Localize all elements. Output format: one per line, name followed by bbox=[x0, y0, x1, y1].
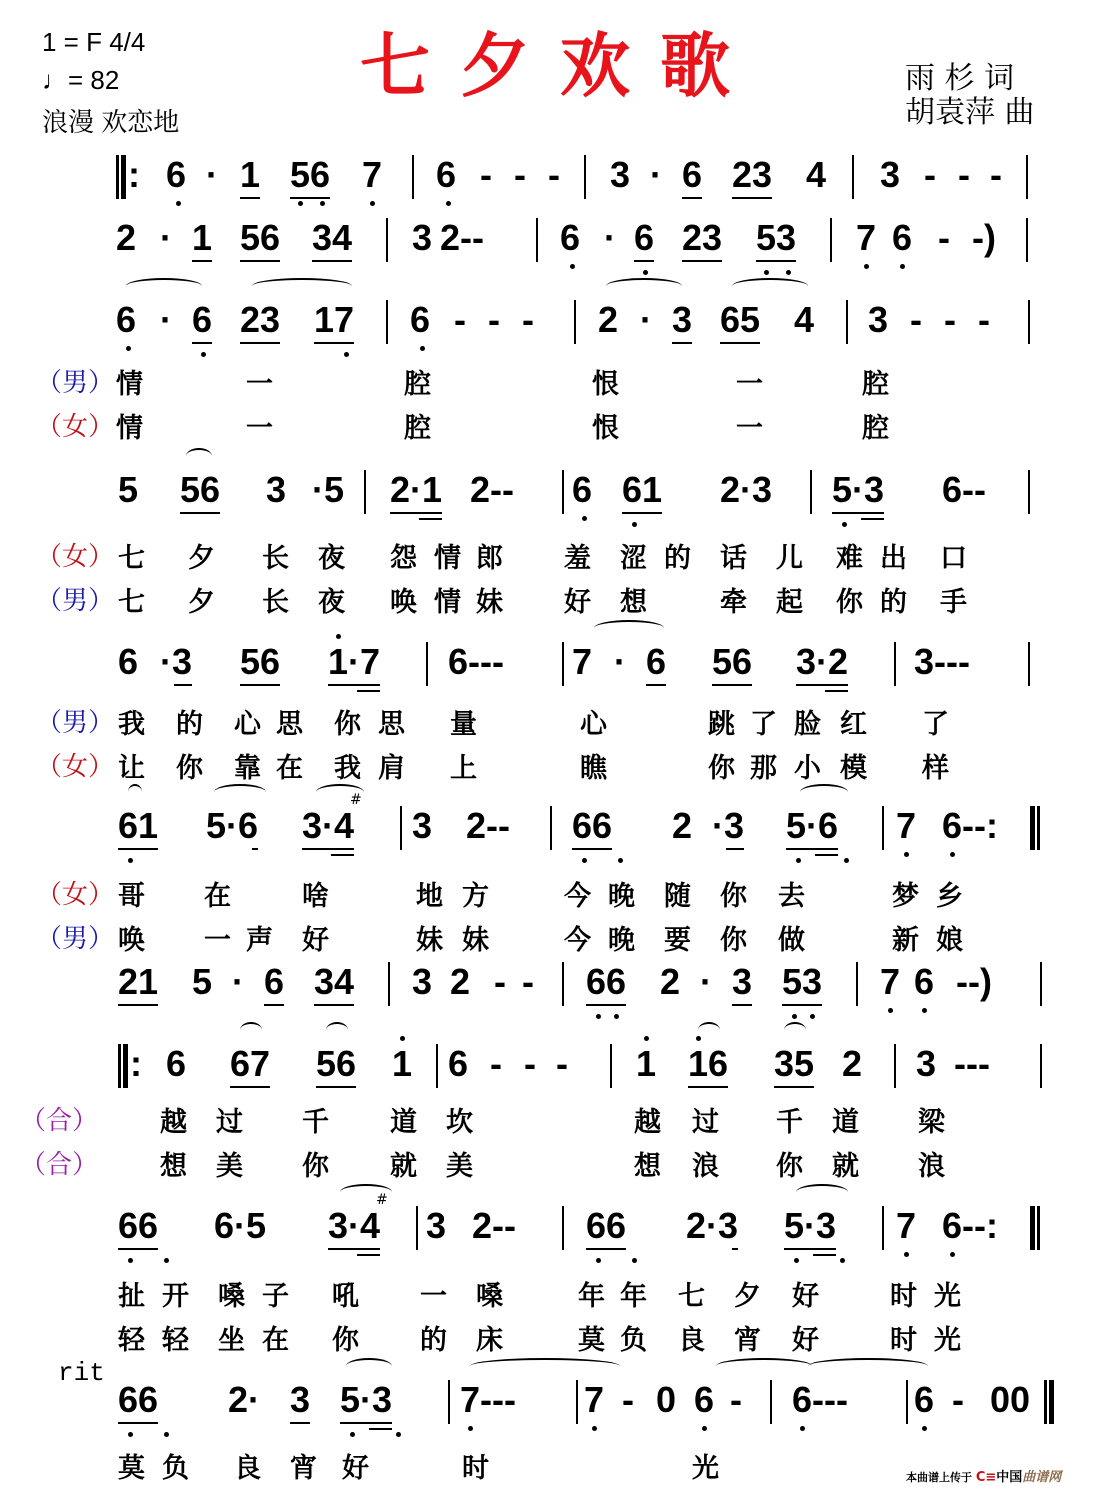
note: 66 bbox=[118, 1206, 158, 1246]
slur bbox=[128, 784, 142, 800]
note: 3 bbox=[868, 299, 889, 340]
barline bbox=[1040, 1044, 1042, 1088]
score-line-4 bbox=[0, 470, 1098, 540]
dot: · bbox=[640, 299, 652, 340]
note: 7 bbox=[896, 806, 916, 846]
rest: 00 bbox=[990, 1379, 1031, 1420]
barline bbox=[894, 1044, 896, 1088]
dot: · bbox=[160, 299, 172, 340]
note: 6 bbox=[118, 641, 139, 682]
lyrics-male-4: （男） 唤 一 声 好 妹 妹 今 晚 要 你 做 新 娘 bbox=[0, 918, 1098, 958]
score-line-7 bbox=[0, 962, 1098, 1032]
barline bbox=[364, 470, 366, 514]
dash: - bbox=[524, 1043, 536, 1084]
slur bbox=[784, 1022, 806, 1038]
role-label-female: （女） bbox=[36, 542, 115, 572]
slur bbox=[252, 278, 352, 294]
note: 6 bbox=[264, 962, 284, 1002]
dash: - bbox=[522, 961, 534, 1002]
lyrics-line-6b: 轻 轻 坐 在 你 的 床 莫 负 良 宵 好 时 光 bbox=[118, 1325, 961, 1356]
note: 6 bbox=[914, 962, 934, 1002]
note: 3 bbox=[412, 805, 433, 846]
dash: - bbox=[494, 961, 506, 1002]
slur bbox=[186, 448, 212, 464]
note: 6·5 bbox=[214, 1205, 267, 1246]
note: 5·6 bbox=[206, 806, 258, 846]
note: 66 bbox=[586, 962, 626, 1002]
note: 3·2 bbox=[796, 642, 848, 682]
barline bbox=[412, 155, 414, 199]
note: 7 bbox=[572, 641, 593, 682]
barline bbox=[436, 1044, 438, 1088]
slur bbox=[346, 1358, 392, 1374]
note: 3 bbox=[732, 962, 752, 1002]
note: 3 bbox=[266, 469, 287, 510]
song-title: 七夕欢歌 bbox=[360, 25, 760, 107]
dash: - bbox=[548, 154, 560, 195]
barline bbox=[536, 218, 538, 262]
role-label-male: （男） bbox=[36, 586, 115, 616]
upload-credit bbox=[906, 1466, 1061, 1485]
barline bbox=[1026, 155, 1028, 199]
note: 35 bbox=[774, 1044, 814, 1084]
barline bbox=[386, 218, 388, 262]
repeat-end-barline bbox=[1030, 1206, 1040, 1250]
note: 6 bbox=[682, 155, 702, 195]
role-label-male: （男） bbox=[36, 368, 115, 398]
role-label-female: （女） bbox=[36, 412, 115, 442]
note: 2·3 bbox=[720, 469, 773, 510]
site-logo-text-2: 曲谱网 bbox=[1022, 1470, 1062, 1485]
dot: · bbox=[614, 641, 626, 682]
lyrics-female-4: （女） 哥 在 啥 地 方 今 晚 随 你 去 梦 乡 bbox=[0, 874, 1098, 914]
note: 2 bbox=[842, 1043, 863, 1084]
note: 6 bbox=[448, 1043, 469, 1084]
note: 6--- bbox=[448, 641, 504, 682]
barline bbox=[562, 962, 564, 1006]
barline bbox=[562, 470, 564, 514]
note: 6 bbox=[116, 300, 136, 340]
note: 3 bbox=[426, 1205, 447, 1246]
repeat-colon: : bbox=[130, 1043, 142, 1084]
note: 66 bbox=[118, 1380, 158, 1420]
note: 1·7 bbox=[328, 642, 380, 682]
note: 3 bbox=[610, 154, 631, 195]
role-label-female: （女） bbox=[36, 752, 115, 782]
note: 4 bbox=[794, 299, 815, 340]
note: 7 bbox=[856, 218, 876, 258]
slur bbox=[698, 1022, 720, 1038]
note: 5 bbox=[192, 961, 213, 1002]
key-signature: 1 = F 4/4 bbox=[42, 27, 146, 57]
note: 6 bbox=[436, 155, 456, 195]
note: 2-- bbox=[466, 805, 510, 846]
barline bbox=[1028, 470, 1030, 514]
note: 5·6 bbox=[786, 806, 838, 846]
dash: - bbox=[522, 299, 534, 340]
site-logo-text: 中国 bbox=[996, 1470, 1023, 1485]
note: 2-- bbox=[470, 469, 514, 510]
repeat-end-barline bbox=[1030, 806, 1040, 850]
note: 6--- bbox=[792, 1380, 848, 1420]
role-label-female: （女） bbox=[36, 880, 115, 910]
note: 23 bbox=[732, 155, 772, 195]
dash: - bbox=[952, 1379, 964, 1420]
final-barline bbox=[1044, 1380, 1054, 1424]
lyrics-female-1: （女） 情 一 腔 恨 一 腔 bbox=[0, 406, 1098, 446]
note: 53 bbox=[782, 962, 822, 1002]
note: 2-- bbox=[472, 1205, 516, 1246]
note: 6 bbox=[572, 470, 592, 510]
slur bbox=[606, 278, 682, 294]
lyrics-line-6a: 扯 开 嗓 子 吼 一 嗓 年 年 七 夕 好 时 光 bbox=[118, 1281, 961, 1312]
note: 16 bbox=[688, 1044, 728, 1084]
note: 2 bbox=[660, 961, 681, 1002]
slur bbox=[594, 620, 664, 636]
lyrics-male-3: （男） 我 的 心 思 你 思 量 心 跳 了 脸 红 了 bbox=[0, 702, 1098, 742]
note: 67 bbox=[230, 1044, 270, 1084]
note: 23 bbox=[240, 300, 280, 340]
upload-credit-text: 本曲谱上传于 bbox=[906, 1471, 972, 1484]
note: 2 bbox=[672, 805, 693, 846]
note: 66 bbox=[586, 1206, 626, 1246]
sharp-accidental: # bbox=[350, 792, 362, 808]
dot: · bbox=[206, 154, 218, 195]
note: 65 bbox=[720, 300, 760, 340]
note: 56 bbox=[316, 1044, 356, 1084]
note: 3 bbox=[412, 961, 433, 1002]
barline bbox=[906, 1380, 908, 1424]
note: 5·3 bbox=[784, 1206, 836, 1246]
note: 21 bbox=[118, 962, 158, 1002]
dot: · bbox=[232, 961, 244, 1002]
barline bbox=[448, 1380, 450, 1424]
barline bbox=[426, 642, 428, 686]
barline bbox=[882, 1206, 884, 1250]
note: 34 bbox=[312, 218, 352, 258]
dash: - bbox=[488, 299, 500, 340]
score-line-6 bbox=[0, 792, 1098, 876]
note: 3 bbox=[672, 300, 692, 340]
note: 66 bbox=[572, 806, 612, 846]
barline bbox=[882, 806, 884, 850]
role-label-chorus: （合） bbox=[20, 1106, 99, 1136]
sharp-accidental: # bbox=[376, 1192, 388, 1208]
lyrics-female-3: （女） 让 你 靠 在 我 肩 上 瞧 你 那 小 模 样 bbox=[0, 746, 1098, 786]
note: 56 bbox=[712, 642, 752, 682]
note: 1 bbox=[240, 155, 260, 195]
note: 4 bbox=[806, 154, 827, 195]
dot: · bbox=[650, 154, 662, 195]
dash: -) bbox=[972, 217, 996, 258]
note: 7 bbox=[584, 1380, 604, 1420]
note: 6 bbox=[192, 300, 212, 340]
lyricist-credit: 雨 杉 词 bbox=[905, 61, 1015, 96]
repeat-start-barline bbox=[118, 1044, 128, 1088]
note: 2 bbox=[116, 217, 137, 258]
note: 2 bbox=[598, 299, 619, 340]
note: 6 bbox=[634, 218, 654, 258]
barline bbox=[584, 155, 586, 199]
dash: - bbox=[944, 299, 956, 340]
note: 6 bbox=[646, 642, 666, 682]
note: 7 bbox=[896, 1206, 916, 1246]
slur bbox=[732, 278, 808, 294]
score-line-3 bbox=[0, 300, 1098, 370]
tie bbox=[716, 1358, 812, 1374]
note: 3 bbox=[290, 1380, 310, 1420]
note: 56 bbox=[240, 642, 280, 682]
note: 1 bbox=[392, 1044, 412, 1084]
tie bbox=[808, 1358, 928, 1374]
dash: - bbox=[910, 299, 922, 340]
note: 2·1 bbox=[390, 470, 442, 510]
dash: - bbox=[454, 299, 466, 340]
dash: - bbox=[978, 299, 990, 340]
expression-marking: 浪漫 欢恋地 bbox=[42, 107, 180, 137]
note: 3 bbox=[880, 154, 901, 195]
site-logo-icon: C≡ bbox=[975, 1470, 997, 1485]
dash: - bbox=[990, 154, 1002, 195]
dash: --- bbox=[954, 1043, 990, 1084]
score-line-10 bbox=[0, 1380, 1098, 1450]
note: 1 bbox=[192, 218, 212, 258]
barline bbox=[562, 642, 564, 686]
lyrics-male-2: （男） 七 夕 长 夜 唤 情 妹 好 想 牵 起 你 的 手 bbox=[0, 580, 1098, 620]
note: 2· bbox=[228, 1379, 261, 1420]
note: 6 bbox=[166, 1043, 187, 1084]
barline bbox=[852, 155, 854, 199]
slur bbox=[240, 1022, 262, 1038]
dash: - bbox=[480, 154, 492, 195]
note: 6 bbox=[914, 1380, 934, 1420]
note: 53 bbox=[756, 218, 796, 258]
barline bbox=[1028, 642, 1030, 686]
lyrics-female-2: （女） 七 夕 长 夜 怨 情 郎 羞 涩 的 话 儿 难 出 口 bbox=[0, 536, 1098, 576]
dash: - bbox=[514, 154, 526, 195]
barline bbox=[574, 300, 576, 344]
rest: 0 bbox=[656, 1379, 677, 1420]
barline bbox=[1040, 962, 1042, 1006]
dot: · bbox=[160, 217, 172, 258]
repeat-start-barline bbox=[116, 155, 126, 199]
note: 56 bbox=[240, 218, 280, 258]
note: ·3 bbox=[160, 642, 192, 682]
note: 1 bbox=[636, 1044, 656, 1084]
barline bbox=[846, 300, 848, 344]
note: 7--- bbox=[460, 1380, 516, 1420]
role-label-male: （男） bbox=[36, 708, 115, 738]
note: 6--: bbox=[942, 806, 998, 846]
role-label-chorus: （合） bbox=[20, 1150, 99, 1180]
note: 23 bbox=[682, 218, 722, 258]
tempo-marking: ♩= 82 bbox=[42, 65, 120, 95]
dot: · bbox=[700, 961, 712, 1002]
note: 6 bbox=[694, 1380, 714, 1420]
note: 56 bbox=[290, 155, 330, 195]
note: ·5 bbox=[312, 469, 345, 510]
barline bbox=[1026, 218, 1028, 262]
note: 6 bbox=[410, 300, 430, 340]
dash: - bbox=[490, 1043, 502, 1084]
slur bbox=[126, 278, 202, 294]
note: 7 bbox=[880, 962, 900, 1002]
slur bbox=[800, 784, 848, 800]
dash: - bbox=[622, 1379, 634, 1420]
barline bbox=[770, 1380, 772, 1424]
barline bbox=[830, 218, 832, 262]
note: 56 bbox=[180, 470, 220, 510]
slur bbox=[214, 784, 266, 800]
ritardando-marking: rit bbox=[58, 1358, 105, 1388]
barline bbox=[416, 1206, 418, 1250]
score-line-9 bbox=[0, 1192, 1098, 1276]
barline bbox=[610, 1044, 612, 1088]
dot: · bbox=[604, 217, 616, 258]
slur bbox=[326, 1022, 348, 1038]
lyrics-chorus-b: （合） 想 美 你 就 美 想 浪 你 就 浪 bbox=[0, 1144, 1098, 1184]
note: 2-- bbox=[440, 217, 484, 258]
dash: - bbox=[730, 1379, 742, 1420]
barline bbox=[856, 962, 858, 1006]
score-line-1 bbox=[0, 155, 1098, 225]
dash: - bbox=[556, 1043, 568, 1084]
barline bbox=[810, 470, 812, 514]
lyrics-male-1: （男） 情 一 腔 恨 一 腔 bbox=[0, 362, 1098, 402]
dash: - bbox=[958, 154, 970, 195]
note: 3 bbox=[412, 217, 433, 258]
barline bbox=[894, 642, 896, 686]
barline bbox=[1028, 300, 1030, 344]
note: 61 bbox=[622, 470, 662, 510]
note: 5·3 bbox=[340, 1380, 392, 1420]
tie bbox=[470, 1358, 620, 1374]
role-label-male: （男） bbox=[36, 924, 115, 954]
composer-credit: 胡袁萍 曲 bbox=[905, 95, 1035, 130]
barline bbox=[388, 962, 390, 1006]
slur bbox=[796, 1184, 848, 1200]
note: 6 bbox=[166, 155, 186, 195]
note: 17 bbox=[314, 300, 354, 340]
dash: - bbox=[924, 154, 936, 195]
note: 3--- bbox=[914, 641, 970, 682]
note: 2·3 bbox=[686, 1206, 738, 1246]
note: 34 bbox=[314, 962, 354, 1002]
barline bbox=[576, 1380, 578, 1424]
dash: --) bbox=[956, 961, 992, 1002]
note: 5 bbox=[118, 469, 139, 510]
note: 7 bbox=[362, 155, 382, 195]
note: 3·4 # bbox=[302, 806, 354, 846]
note: 6-- bbox=[942, 469, 986, 510]
lyrics-line-7: 莫 负 良 宵 好 时 光 bbox=[118, 1453, 719, 1484]
note: 2 bbox=[450, 961, 471, 1002]
note: 3 bbox=[916, 1043, 937, 1084]
lyrics-chorus-a: （合） 越 过 千 道 坎 越 过 千 道 梁 bbox=[0, 1100, 1098, 1140]
barline bbox=[400, 806, 402, 850]
note: 6--: bbox=[942, 1206, 998, 1246]
note: ·3 bbox=[712, 806, 744, 846]
note: 6 bbox=[560, 218, 580, 258]
barline bbox=[386, 300, 388, 344]
note: 6 bbox=[892, 218, 912, 258]
note: 3·4 # bbox=[328, 1206, 380, 1246]
dash: - bbox=[938, 217, 950, 258]
barline bbox=[562, 1206, 564, 1250]
repeat-colon: : bbox=[128, 154, 140, 195]
barline bbox=[550, 806, 552, 850]
note: 5·3 bbox=[832, 470, 884, 510]
note: 61 bbox=[118, 806, 158, 846]
